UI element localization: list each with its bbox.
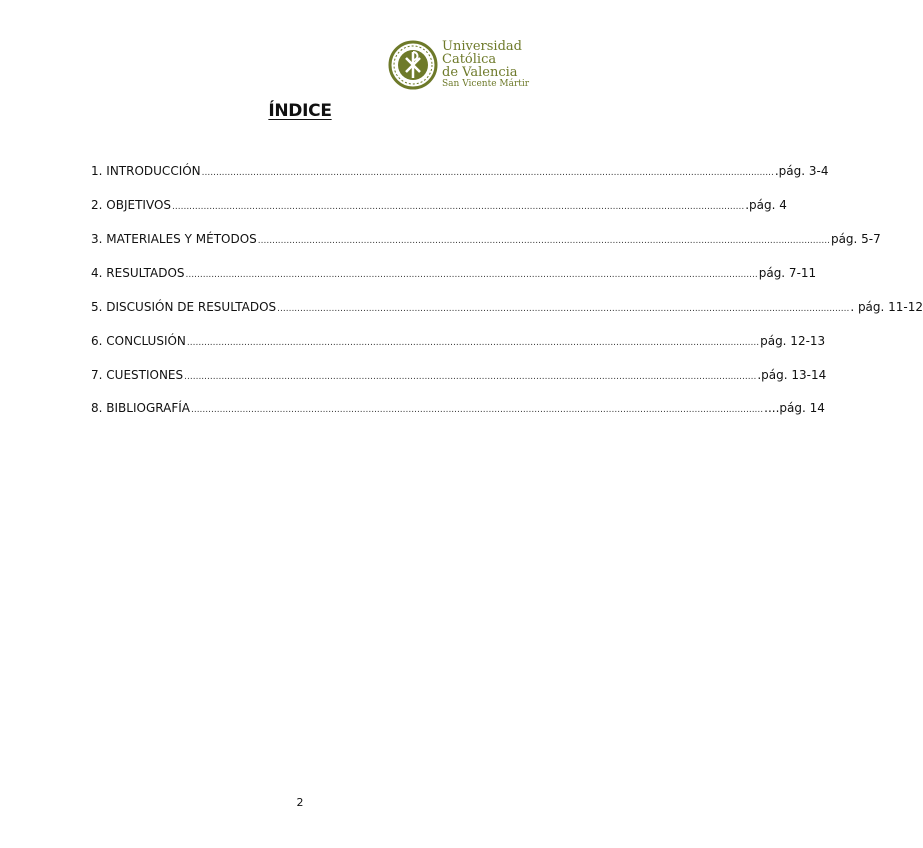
toc-entry-page: . pág. 11-12 xyxy=(850,300,923,314)
toc-entry-page: .pág. 13-14 xyxy=(757,368,827,382)
toc-entry-number: 3. xyxy=(91,232,103,246)
toc-entry-number: 4. xyxy=(91,266,103,280)
toc-entry xyxy=(91,333,826,349)
toc-entry-label xyxy=(91,400,190,416)
logo-line-2: Católica xyxy=(442,52,497,67)
toc-entry-title: CONCLUSIÓN xyxy=(106,334,186,348)
toc-entry-page: ....pág. 14 xyxy=(764,401,825,415)
toc-entry-title: RESULTADOS xyxy=(106,266,185,280)
toc-entry xyxy=(91,265,817,281)
toc-entry-label xyxy=(91,197,171,213)
toc-entry-label xyxy=(91,299,276,315)
toc-entry-title: MATERIALES Y MÉTODOS xyxy=(106,232,257,246)
toc-entry-title: BIBLIOGRAFÍA xyxy=(106,401,190,415)
toc-entry-number: 5. xyxy=(91,300,103,314)
toc-leader-dots: ........................................................................................................................................................................................................ xyxy=(184,372,757,382)
toc-entry-label xyxy=(91,231,257,247)
toc-entry xyxy=(91,367,827,383)
toc-entry-label xyxy=(91,163,201,179)
toc-leader-dots: ........................................................................................................................................................................................................ xyxy=(172,202,745,212)
toc-leader-dots: ........................................................................................................................................................................................................ xyxy=(257,236,830,246)
toc-entry-label xyxy=(91,367,183,383)
logo-line-3: de Valencia xyxy=(442,65,518,80)
toc-entry-number: 7. xyxy=(91,368,103,382)
toc-entry-title: CUESTIONES xyxy=(106,368,184,382)
page-number: 2 xyxy=(296,796,304,809)
toc-entry-number: 8. xyxy=(91,401,103,415)
page-title: ÍNDICE xyxy=(268,101,332,121)
toc-entry-page: .pág. 3-4 xyxy=(774,164,829,178)
toc-entry xyxy=(91,163,829,179)
toc-entry-label xyxy=(91,265,185,281)
toc-leader-dots: ........................................................................................................................................................................................................ xyxy=(201,168,774,178)
toc-entry-number: 1. xyxy=(91,164,103,178)
toc-leader-dots: ........................................................................................................................................................................................................ xyxy=(190,405,764,415)
toc-entry-page: pág. 7-11 xyxy=(758,266,817,280)
toc-entry xyxy=(91,299,923,315)
toc-leader-dots: ........................................................................................................................................................................................................ xyxy=(185,270,758,280)
toc-leader-dots: ........................................................................................................................................................................................................ xyxy=(186,338,760,348)
toc-entry-title: OBJETIVOS xyxy=(106,198,172,212)
toc-entry-page: .pág. 4 xyxy=(745,198,787,212)
logo-line-1: Universidad xyxy=(442,39,522,54)
toc-leader-dots: ........................................................................................................................................................................................................ xyxy=(277,304,850,314)
toc-entry-number: 2. xyxy=(91,198,103,212)
toc-entry xyxy=(91,197,787,213)
toc-entry-page: pág. 5-7 xyxy=(830,232,881,246)
toc-entry-title: INTRODUCCIÓN xyxy=(106,164,201,178)
toc-entry-page: pág. 12-13 xyxy=(760,334,826,348)
toc-entry xyxy=(91,400,825,416)
toc-entry xyxy=(91,231,881,247)
toc-entry-number: 6. xyxy=(91,334,103,348)
toc-entry-title: DISCUSIÓN DE RESULTADOS xyxy=(106,300,277,314)
toc-entry-label xyxy=(91,333,186,349)
logo-line-4: San Vicente Mártir xyxy=(442,79,530,89)
